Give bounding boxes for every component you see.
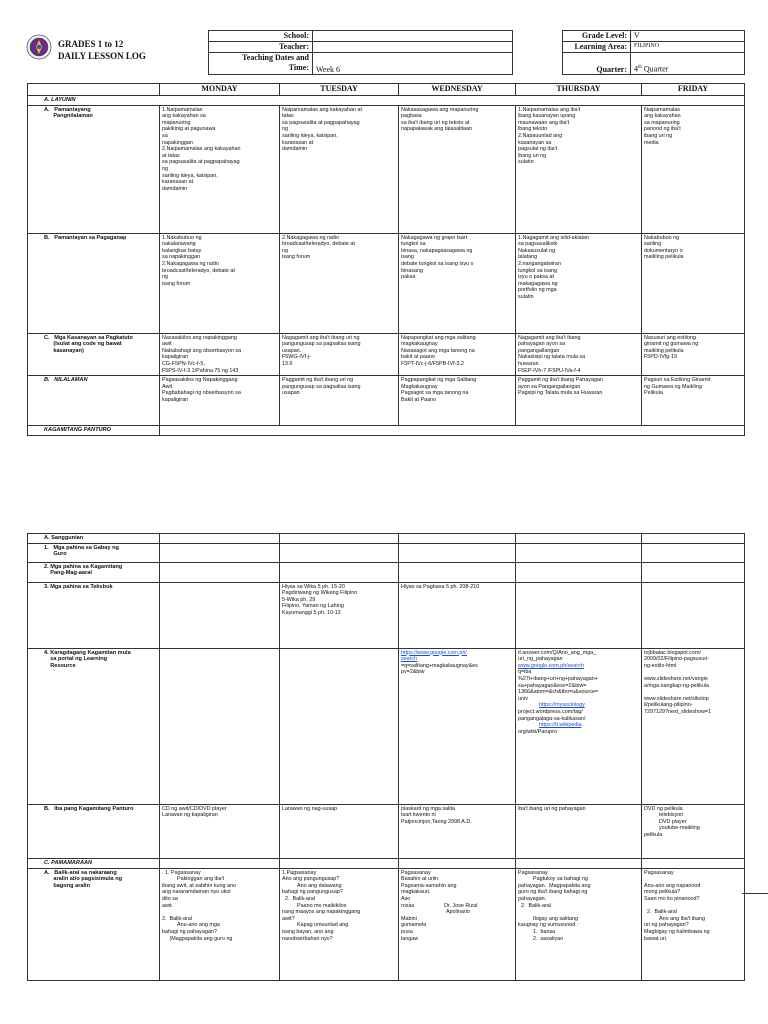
section-sanggunian: A. Sanggunian	[28, 534, 160, 544]
resource-link[interactable]: https://mysociology	[538, 702, 585, 709]
lesson-log-table-page2	[27, 533, 745, 981]
grade-level-field[interactable]: V	[631, 31, 745, 42]
cell-text: 1.Pagsasanay Ano ang pangungusap? Ano ang dalawang bahagi ng pangungusap? 2. Balik-aral Paano mo maikikilos nang maayos ang napakinggang awit? Kapag umuunlad ang isang bayan, ano ang naoobserbahan nyo?	[282, 869, 361, 942]
cell-text: Nasusuri ang estilong ginamit ng gumawa ng maikling pelikula F5PD-IVfg-19	[644, 334, 699, 361]
cell-text: CD ng awit/CD/DVD player Larawan ng kapaligiran	[162, 805, 227, 819]
deped-seal-icon	[26, 34, 52, 60]
cell-text: Pagsasanay Anu-ano ang napanood mong pelikula? Saan mo ito pinanood? 2. Balik-aral Ano ang iba't ibang uri ng pahayagan? Magbigay ng halimbawa ng bawat uri.	[644, 869, 710, 942]
section-pamamaraan: C. PAMAMARAAN	[28, 858, 160, 868]
row-label: 1. Mga pahina sa Gabay ng Guro	[44, 544, 119, 558]
row-label: A. Pamantayang Pangnilalaman	[44, 106, 93, 120]
cell-text: Napapangkat ang mga salitang magkakaugnay Nasasagot ang mga tanong na bakit at paano F5PT-IVc-j-6/F5PB-IVf-3.2	[401, 334, 476, 367]
teacher-label: Teacher:	[209, 42, 313, 53]
quarter-label: Quarter:	[563, 53, 631, 75]
cell-text: Nagagamit ang iba't ibang pahayagan ayon sa pangangailangan Nakasisipi ng talata mula sa huwaran F5EP-IVh-7 /F5PU-IVa-f-4	[518, 334, 586, 374]
row-label: 2. Mga pahina sa Kagamitang Pang-Mag-aaral	[44, 563, 123, 577]
divider	[742, 893, 768, 894]
day-tuesday: TUESDAY	[280, 84, 399, 96]
school-label: School:	[209, 31, 313, 42]
school-field[interactable]	[313, 31, 513, 42]
cell-text: Paggamit ng iba't ibang uri ng pangungusap sa pagsalisa isang usapan	[282, 377, 361, 397]
table-row	[28, 804, 745, 858]
teaching-dates-label: Teaching Dates and Time:	[209, 53, 313, 75]
section-layunin: A. LAYUNIN	[28, 96, 745, 106]
cell-text: . 1. Pagsasanay Pakinggan ang iba't ibang awit, at sabihin kung ano ang nararamdaman nyo ukol dito sa awit. 2. Balik-aral Anu-ano ang mga bahagi ng pahayagan? (Magpapakita ang guro ng	[162, 869, 237, 942]
document-title: GRADES 1 to 12 DAILY LESSON LOG	[58, 39, 146, 61]
table-row	[28, 543, 745, 562]
row-label: A. Balik-aral sa nakaraang aralin at/o pagsisimula ng bagong aralin	[44, 869, 123, 889]
cell-text: Paggamit ng iba't ibang Pahayagan ayon sa Pangangailangan Pagsipi ng Talata mula sa Huwaran	[518, 377, 603, 397]
teaching-dates-field[interactable]: Week 6	[313, 53, 513, 75]
cell-text: Pagsasanay Pagtukoy sa bahagi ng pahayagan. Magpapakita ang guro ng iba't ibang bahagi ng pahayagan. 2. Balik-aral Ibigay ang salitang kaugnay ng sumusunod : 1. bansa 2. sasakyan	[518, 869, 591, 942]
cell-text: tojbbatac.blogspot.com/ 2009/02/Filipino-pagsusuri- ng-estilo-html www.slideshare.net/vangie a/mga-sangkap-ng-pelikula www.slideshare.net/sikolop il/pelikulang-pilipino- 7297129?next_slideshow=1	[644, 649, 711, 715]
day-wednesday: WEDNESDAY	[399, 84, 516, 96]
table-row	[28, 582, 745, 648]
cell-text: iba't ibang uri ng pahayagan	[518, 805, 586, 812]
cell-text: 1.Nakabubuo ng nakalarawang balangkas batay sa napakinggan 2.Nakagagawa ng radio broadcast/teleradyo, debate at ng isang forum	[162, 234, 235, 287]
cell-text: Nagagamit ang iba't ibang uri ng pangungusap sa pagsalisa isang usapan. F5WG-IVf-j- 13.6	[282, 334, 361, 367]
table-row	[28, 868, 745, 980]
cell-text: Hiyas sa Wika 5 ph. 15-20 Pagdiriwang ng Wikang Filipino 5-Wika ph. 29 Filipino, Yaman ng Lahing Kayumanggi 5 ph. 10-12	[282, 583, 358, 616]
table-row	[28, 105, 745, 233]
day-friday: FRIDAY	[642, 84, 745, 96]
day-header-row	[28, 84, 745, 96]
day-monday: MONDAY	[160, 84, 280, 96]
header-table	[208, 30, 745, 75]
grade-level-label: Grade Level:	[563, 31, 631, 42]
quarter-field[interactable]: 4th Quarter	[631, 53, 745, 75]
table-row: 4. Karagdagang Kagamitan mula sa portal ng Learning Resource https://www.google.com.ph/ search =q=salitang+magkakaugnay&es pv=2&biw tl.answer.com/Q/Ano_ang_mga_ uri_ng_pahayagan www.google.com.ph/search q=iba %27t+ibang+uri+ng+pahayagan+ sa+pahayagan&esv=2&biw= 1366&atom=&ch&tbo=u&source= univ https://mysociology project.wordpress.com/tag/ pangangalaga-sa-kalikasan/ https://tl.wikipedia. org/wiki/Parupro tojbbatac.blogspot.com/ 2009/02/Filipino-pagsusuri- ng-estilo-html www.slideshare.net/vangie a/mga-sangkap-ng-pelikula www.slideshare.net/sikolop il/pelikulang-pilipino- 7297129?next_slideshow=1	[28, 648, 745, 804]
day-thursday: THURSDAY	[516, 84, 642, 96]
cell-text: Nakabubuo ng sariling dokumentaryo o maikling pelikula	[644, 234, 684, 261]
learning-area-field[interactable]: FILIPINO	[631, 42, 745, 53]
cell-text: Larawan ng nag-uusap	[282, 805, 338, 812]
cell-text: Naipamamalas ang kakayahan sa mapanuring panood ng iba't ibang uri ng media	[644, 106, 681, 146]
cell-text: Pagsuri sa Estilong Ginamit ng Gumawa ng Maikling Pelikula	[644, 377, 711, 397]
cell-text: 2.Nakagagawa ng radio broadcast/teleradyo, debate at ng isang forum	[282, 234, 355, 261]
row-label: 3. Mga pahina sa Teksbuk	[44, 583, 113, 590]
row-label: B. NILALAMAN	[44, 377, 88, 384]
cell-text: Nasasakilos ang napakinggang awit Nababahagi ang obserbasyon sa kapaligiran CG-F5PN-IVc-f-5, F5PS-IV-f-3.1/Pahina 75 ng 143	[162, 334, 242, 374]
resource-link[interactable]: https://www.google.com.ph/ search	[401, 649, 467, 663]
cell-text: 1.Naipamamalas ang kakayahan sa mapanuring pakikinig at pagunawa sa napakinggan 2.Naipamamalas ang kakayahan at tatas sa pagsasalita at pagpapahayag ng sariling ideya, kaisipan, karanasan at damdamin	[162, 106, 241, 192]
cell-text: DVD ng pelikula telebisyon DVD player youtube-maikling pelikula	[644, 805, 700, 838]
cell-text: Hiyas sa Pagbasa 5 ph. 208-210	[401, 583, 480, 590]
cell-text: Pagpapangkat ng mga Salitang Magkakaugnay Pagsagot sa mga tanong na Bakit at Paano	[401, 377, 477, 403]
cell-text: plaskard ng mga salita tsart kwento ni Patjoncinjon,Taong 2998 A.D.	[401, 805, 472, 825]
resource-link[interactable]: https://tl.wikipedia	[538, 722, 582, 729]
table-row	[28, 333, 745, 376]
cell-text: Nakagagawa ng grapo tsart tungkol sa binasa, nakapagsasagawa ng isang debate tungkol sa isang isyu o binasang paksa	[401, 234, 474, 281]
cell-text: 1.Nagagamit ang silid-aklatan sa pagsasaliksik Nakasusulat ng talatang 2.nangangatwiran tungkol sa isang isyu o paksa at makagagawa ng portfolio ng mga sulatin	[518, 234, 590, 300]
section-kagamitang-panturo: KAGAMITANG PANTURO	[28, 426, 160, 436]
cell-text: Naipamamalas ang kakayahan at tatas sa pagsasalita at pagpapahayag ng sariling ideya, kaisipan, karanasan at damdamin	[282, 106, 363, 153]
table-row	[28, 233, 745, 333]
learning-area-label: Learning Area:	[563, 42, 631, 53]
cell-text: Pagsasanay Basahin at uriin Pagsama-samahin ang magkakauri. Aso rosas Dr. Jose Rizal Apolinario Mabini gumamela pusa langaw	[401, 869, 478, 942]
table-row	[28, 562, 745, 582]
cell-text: 1.Naipamamalas ang iba't ibang kasanayan upang maunawaan ang iba't ibang teksto 2.Napauunlad ang kasanayan sa pagsulat ng iba't ibang uri ng sulatin	[518, 106, 581, 166]
row-label: C. Mga Kasanayan sa Pagkatuto (Isulat ang code ng bawat kasanayan)	[44, 334, 133, 354]
table-row	[28, 376, 745, 426]
row-label: B. Pamantayan sa Pagaganap	[44, 234, 127, 241]
resource-link[interactable]: www.google.com.ph/search	[518, 662, 584, 669]
row-label: B. Iba pang Kagamitang Panturo	[44, 805, 134, 812]
teacher-field[interactable]	[313, 42, 513, 53]
cell-text: Nakasasagawa ang mapanuring pagbasa sa iba't ibang uri ng teksto at napapalawak ang talasalitaan	[401, 106, 479, 133]
lesson-log-table-page1	[27, 83, 745, 436]
row-label: 4. Karagdagang Kagamitan mula sa portal ng Learning Resource	[44, 649, 131, 669]
cell-text: Pagsasakilos ng Napakinggang Awit Pagbabahagi ng obserbasyon sa kapaligiran	[162, 377, 241, 403]
